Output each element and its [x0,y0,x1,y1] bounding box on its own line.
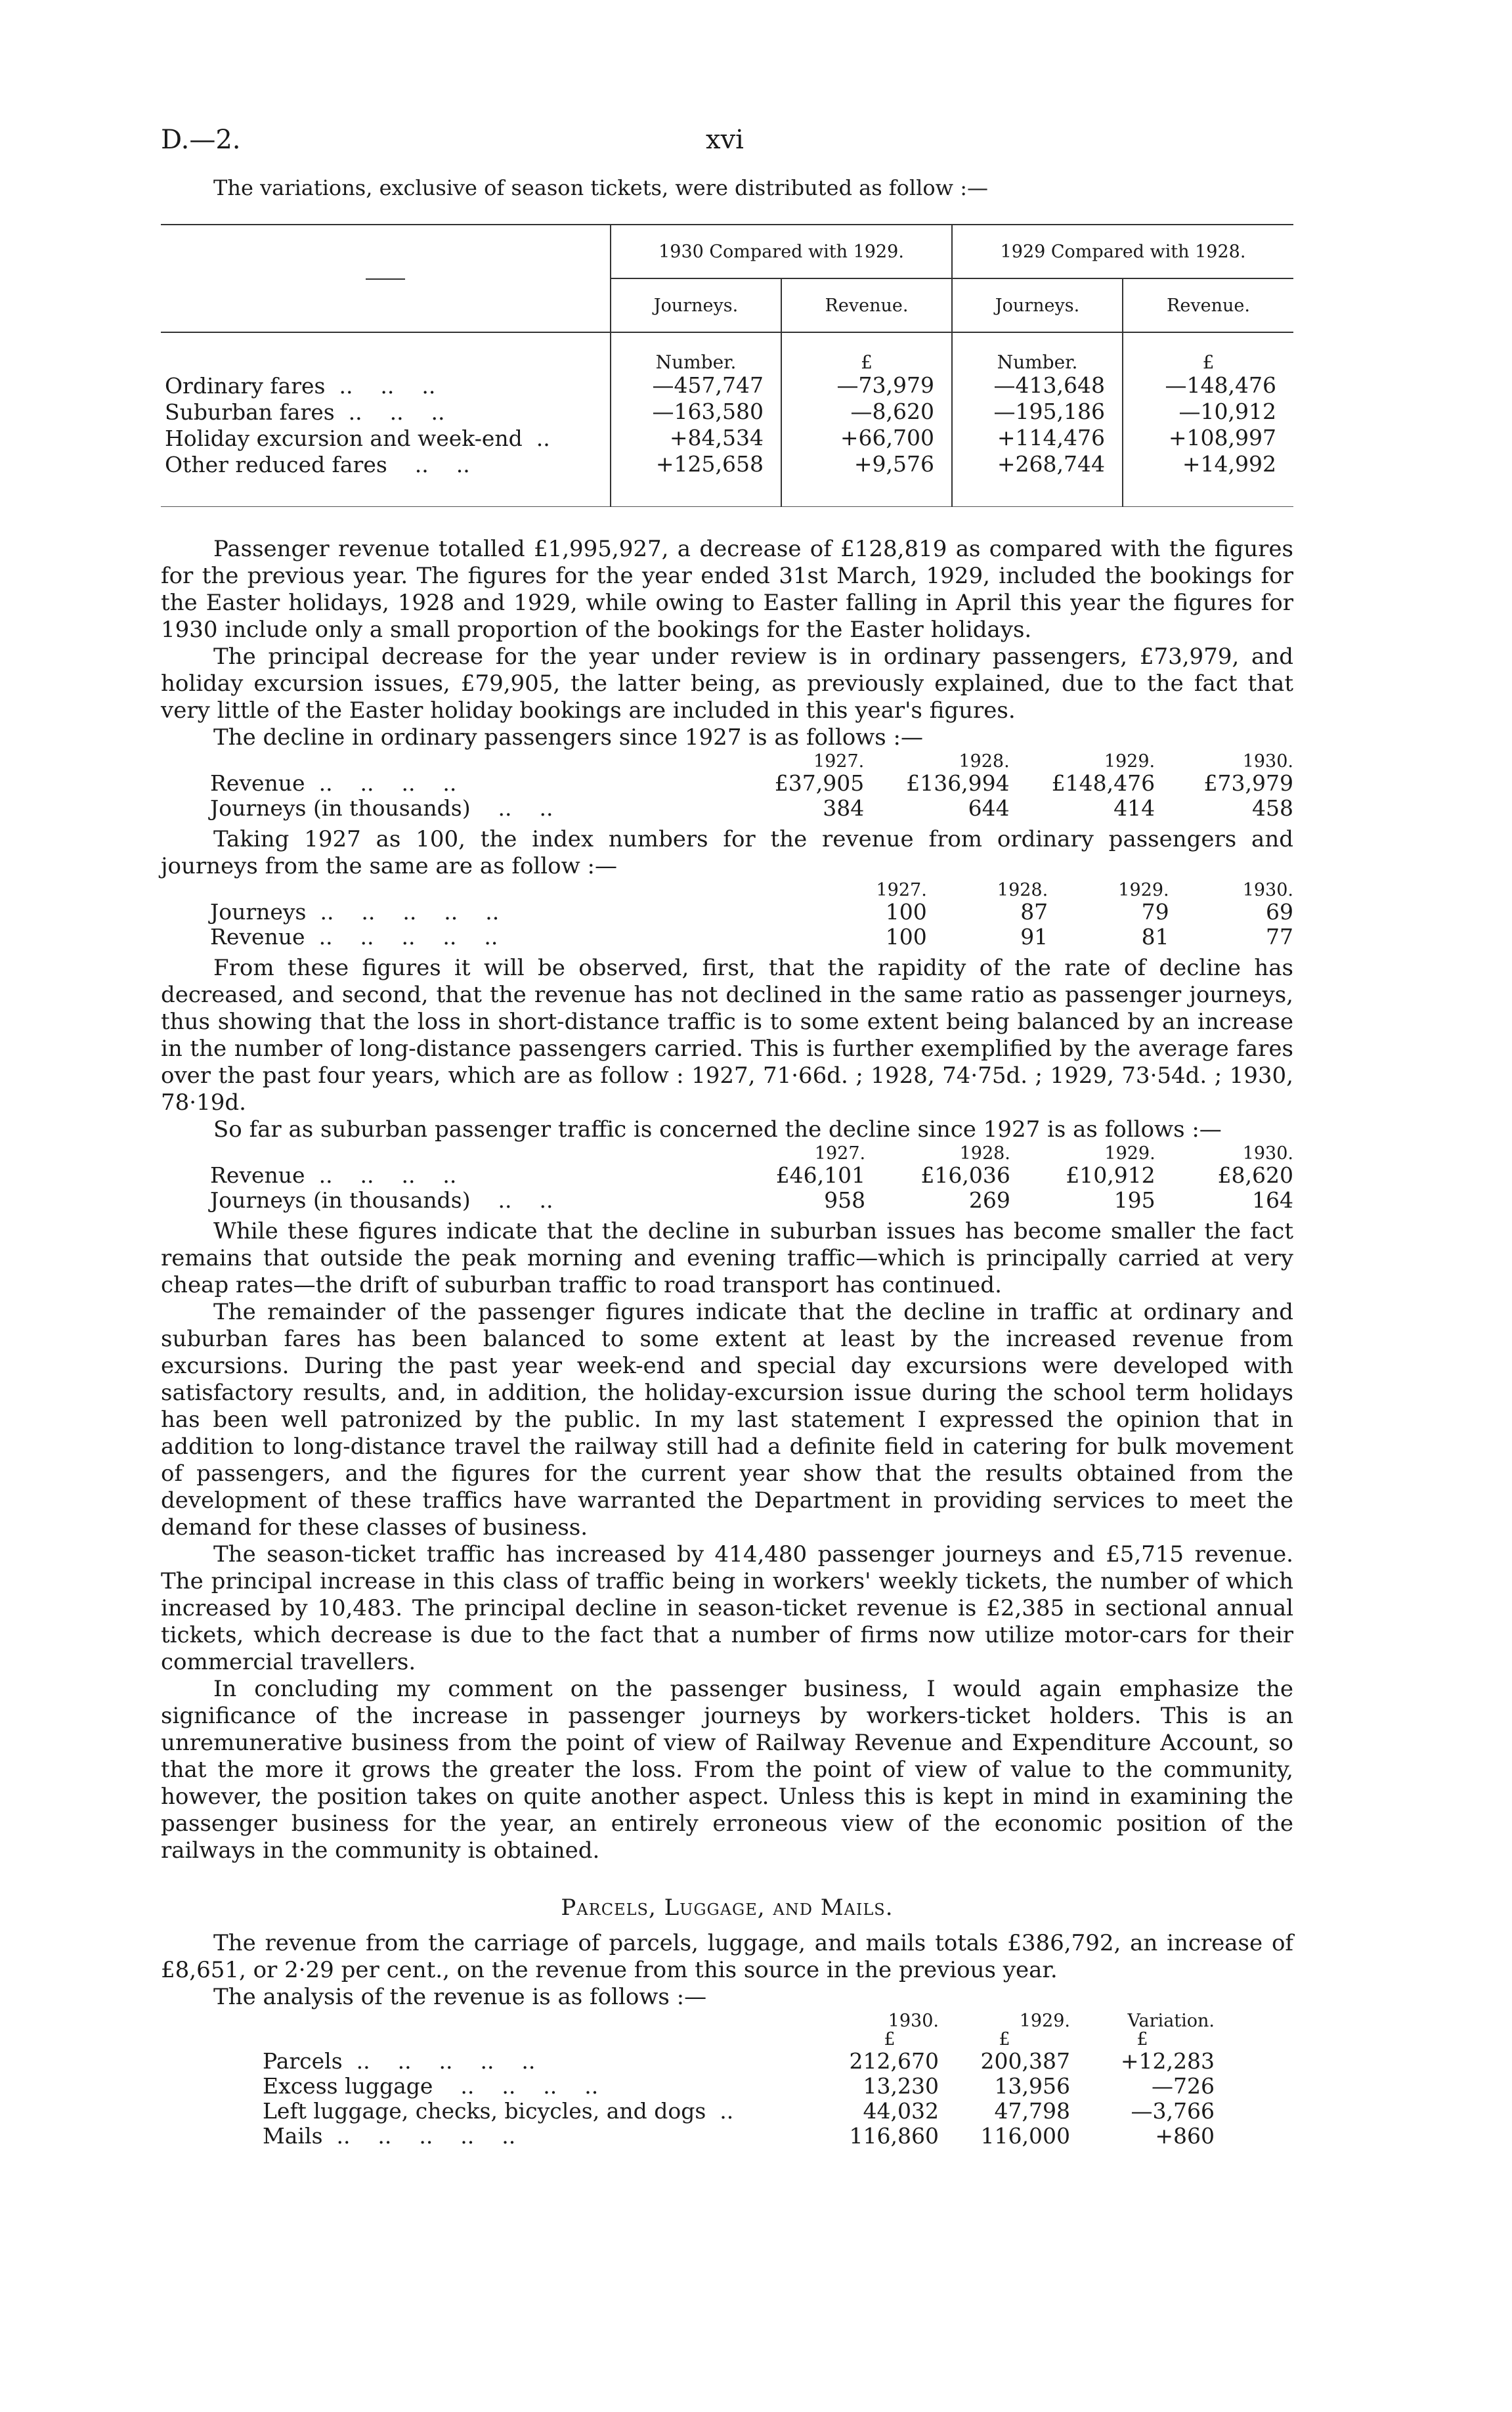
group-header-1929: 1929 Compared with 1928. [952,225,1293,278]
dot-leaders: .. .. .. .. [433,2073,599,2099]
dot-leaders: .. [522,425,550,451]
table-cell: —148,476 [1165,372,1276,398]
unit-label: £ [1202,351,1215,373]
table-cell: 116,860 [849,2123,939,2149]
year-header: 1928. [959,1143,1010,1164]
table-cell: £73,979 [1203,770,1293,796]
table-cell: +84,534 [611,425,781,451]
table-cell: 269 [968,1187,1010,1213]
year-header: 1930. [1242,880,1293,900]
page-header [161,125,1293,171]
table-cell: 212,670 [849,2048,939,2074]
table-cell: 384 [823,795,865,821]
table-row [263,2049,1215,2074]
table-cell: +125,658 [611,451,781,507]
table-cell: 13,956 [994,2073,1070,2099]
table-cell: 164 [1252,1187,1293,1213]
table-cell: £37,905 [774,770,865,796]
table-cell: —457,747 [611,372,781,399]
col-header-revenue: Revenue. [1123,278,1293,332]
row-label: Journeys (in thousands) [210,795,471,821]
table-row [161,425,1293,451]
stub-dash [366,278,405,280]
table-cell: £136,994 [906,770,1010,796]
row-label: Holiday excursion and week-end [165,425,523,451]
row-label: Journeys (in thousands) [210,1187,471,1213]
table-row [210,900,1293,925]
year-header: 1927. [814,1143,866,1164]
table-cell: +114,476 [952,425,1123,451]
paragraph: So far as suburban passenger traffic is concerned the decline since 1927 is as follows :— [213,1116,1222,1143]
row-label: Revenue [210,770,305,796]
paragraph: Passenger revenue totalled £1,995,927, a decrease of £128,819 as compared with the figures for the previous year. The figures for the year ended 31st March, 1929, included the bookings for the Easter holidays, 1928 and 1929, while owing to Easter falling in April this year the figures for 1930 include only a small proportion of the bookings for the Easter holidays. [161,536,1293,643]
dot-leaders: .. .. .. .. .. [322,2123,516,2149]
table-cell: +268,744 [952,451,1123,507]
table-row [210,771,1293,796]
dot-leaders: .. [706,2098,734,2124]
paragraph: The principal decrease for the year under review is in ordinary passengers, £73,979, and holiday excursion issues, £79,905, the latter being, as previously explained, due to the fact that very little of the Easter holiday bookings are included in this year's figures. [161,644,1293,724]
paragraph: In concluding my comment on the passenger business, I would again emphasize the significance of the increase in passenger journeys by workers-ticket holders. This is an unremunerative business from the point of view of Railway Revenue and Expenditure Account, so that the more it grows the greater the loss. From the point of view of value to the community, however, the position takes on quite another aspect. Unless this is kept in mind in examining the passenger business for the year, an entirely erroneous view of the economic position of the railways in the community is obtained. [161,1676,1293,1864]
table-cell: 79 [1141,899,1169,925]
dot-leaders: .. .. [470,795,553,821]
document-page [161,125,1293,2154]
table-row [263,2124,1215,2149]
table-row [263,2099,1215,2124]
row-label: Revenue [210,1162,305,1188]
table-cell: £148,476 [1051,770,1156,796]
paragraph: The analysis of the revenue is as follows :— [213,1984,707,2010]
year-header: 1930. [1242,1143,1293,1164]
suburban-decline-table [210,1145,1293,1213]
table-cell: +108,997 [1168,425,1276,450]
table-cell: 77 [1266,924,1293,950]
table-cell: 100 [885,924,927,950]
row-label: Suburban fares [165,399,335,425]
year-header: 1929. [1104,1143,1156,1164]
table-cell: 44,032 [863,2098,939,2124]
table-row [161,372,1293,399]
table-cell: 87 [1020,899,1048,925]
row-label: Ordinary fares [165,372,326,399]
column-header: Variation. [1127,2011,1215,2031]
table-cell: £8,620 [1217,1162,1293,1188]
row-label: Revenue [210,924,305,950]
table-cell: £16,036 [920,1162,1010,1188]
year-header: 1929. [1118,880,1169,900]
year-header: 1927. [876,880,927,900]
table-cell: +14,992 [1182,451,1276,477]
dot-leaders: .. .. .. .. .. [306,899,500,925]
table-cell: —3,766 [1131,2098,1215,2124]
table-cell: £10,912 [1066,1162,1156,1188]
stub-header [161,225,611,332]
dot-leaders: .. .. .. [334,399,445,425]
table-row [210,925,1293,950]
table-row [263,2074,1215,2099]
unit-label: £ [781,332,952,372]
year-header: 1929. [1104,751,1156,772]
column-header: 1929. [1019,2011,1070,2031]
year-header: 1928. [959,751,1010,772]
column-header: 1930. [888,2011,939,2031]
variations-table [161,224,1293,507]
doc-reference: D.—2. [161,125,241,155]
year-header: 1928. [997,880,1048,900]
ordinary-decline-table [210,753,1293,821]
col-header-journeys: Journeys. [952,278,1123,332]
unit-label: £ [999,2029,1010,2050]
row-label: Parcels [263,2048,343,2074]
paragraph: The remainder of the passenger figures indicate that the decline in traffic at ordinary and suburban fares has been balanced to some extent at least by the increased revenue from excursions. During the past year week-end and special day excursions were developed with satisfactory results, and, in addition, the holiday-excursion issue during the school term holidays has been well patronized by the public. In my last statement I expressed the opinion that in addition to long-distance travel the railway still had a definite field in catering for bulk movement of passengers, and the figures for the current year show that the results obtained from the development of these traffics have warranted the Department in providing services to meet the demand for these classes of business. [161,1299,1293,1541]
unit-label: Number. [611,332,781,372]
dot-leaders: .. .. [470,1187,553,1213]
table-cell: +12,283 [1120,2048,1215,2074]
table-cell: —195,186 [952,399,1123,425]
unit-label: £ [1136,2029,1148,2050]
table-cell: 458 [1252,795,1293,821]
dot-leaders: .. .. .. .. [305,770,457,796]
year-header: 1930. [1242,751,1293,772]
group-header-1930: 1930 Compared with 1929. [611,225,952,278]
row-label: Excess luggage [263,2073,433,2099]
table-intro: The variations, exclusive of season tickets, were distributed as follow :— [213,175,988,200]
table-cell: 414 [1113,795,1156,821]
table-cell: +9,576 [781,451,952,507]
table-row [161,399,1293,425]
paragraph: The decline in ordinary passengers since 1927 is as follows :— [213,724,923,751]
year-header: 1927. [813,751,865,772]
row-label: Left luggage, checks, bicycles, and dogs [263,2098,706,2124]
table-cell: —163,580 [611,399,781,425]
table-row [210,1163,1293,1188]
row-label: Journeys [210,899,307,925]
table-cell: —10,912 [1178,399,1276,424]
col-header-journeys: Journeys. [611,278,781,332]
table-cell: 100 [885,899,927,925]
table-cell: 116,000 [980,2123,1070,2149]
table-cell: 47,798 [994,2098,1070,2124]
table-row [161,451,1293,507]
table-cell: —8,620 [781,399,952,425]
table-cell: 644 [968,795,1010,821]
unit-label: Number. [952,332,1123,372]
page-number: xvi [706,125,744,155]
table-cell: £46,101 [775,1162,866,1188]
table-cell: 13,230 [863,2073,939,2099]
section-heading [161,1895,1293,1921]
paragraph: While these figures indicate that the decline in suburban issues has become smaller the fact remains that outside the peak morning and evening traffic—which is principally carried at very cheap rates—the drift of suburban traffic to road transport has continued. [161,1218,1293,1298]
dot-leaders: .. .. .. .. .. [305,924,498,950]
table-row [210,1188,1293,1213]
table-cell: —73,979 [781,372,952,399]
table-cell: —413,648 [952,372,1123,399]
table-cell: 958 [824,1187,866,1213]
table-cell: +66,700 [781,425,952,451]
dot-leaders: .. .. [387,451,470,477]
table-cell: 200,387 [980,2048,1070,2074]
index-numbers-table [210,881,1293,950]
paragraph: Taking 1927 as 100, the index numbers for the revenue from ordinary passengers and journeys from the same are as follow :— [161,826,1293,879]
paragraph: The revenue from the carriage of parcels, luggage, and mails totals £386,792, an increase of £8,651, or 2·29 per cent., on the revenue from this source in the previous year. [161,1930,1293,1983]
col-header-revenue: Revenue. [781,278,952,332]
table-cell: 69 [1266,899,1293,925]
table-cell: 195 [1113,1187,1156,1213]
row-label: Mails [263,2123,323,2149]
row-label: Other reduced fares [165,451,387,477]
table-cell: —726 [1152,2073,1215,2099]
table-cell: 81 [1141,924,1169,950]
paragraph: From these figures it will be observed, first, that the rapidity of the rate of decline has decreased, and second, that the revenue has not declined in the same ratio as passenger journeys, thus showing that the loss in short-distance traffic is to some extent being balanced by an increase in the number of long-distance passengers carried. This is further exemplified by the average fares over the past four years, which are as follow : 1927, 71·66d. ; 1928, 74·75d. ; 1929, 73·54d. ; 1930, 78·19d. [161,955,1293,1116]
dot-leaders: .. .. .. .. [305,1162,457,1188]
paragraph: The season-ticket traffic has increased by 414,480 passenger journeys and £5,715 revenue. The principal increase in this class of traffic being in workers' weekly tickets, the number of which increased by 10,483. The principal decline in season-ticket revenue is £2,385 in sectional annual tickets, which decrease is due to the fact that a number of firms now utilize motor-cars for their commercial travellers. [161,1541,1293,1675]
unit-label: £ [884,2029,896,2050]
section-heading-text: Parcels, Luggage, and Mails. [561,1895,894,1921]
table-cell: 91 [1020,924,1048,950]
table-cell: +860 [1155,2123,1215,2149]
table-row [210,796,1293,821]
dot-leaders: .. .. .. .. .. [342,2048,536,2074]
dot-leaders: .. .. .. [325,372,436,399]
parcels-analysis-table [263,2012,1215,2149]
